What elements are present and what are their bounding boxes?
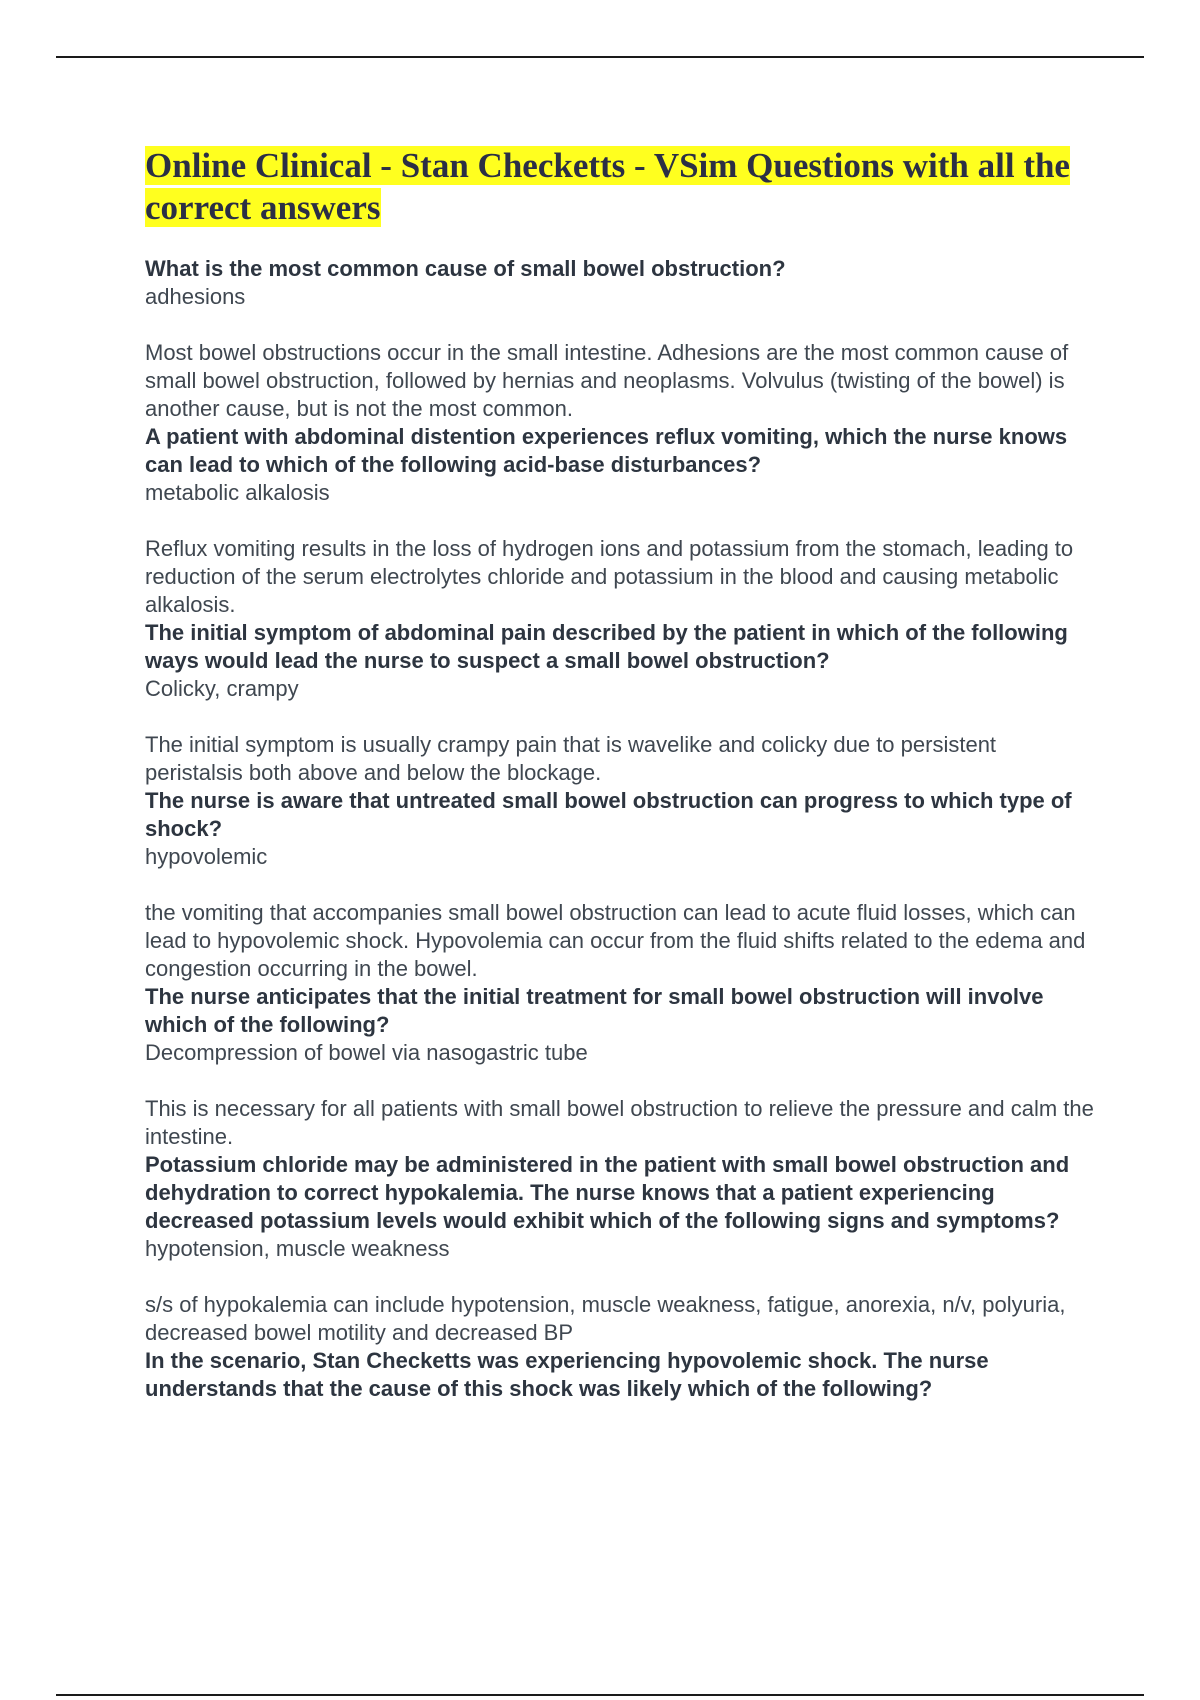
top-rule bbox=[56, 56, 1144, 58]
rationale-6: s/s of hypokalemia can include hypotension, muscle weakness, fatigue, anorexia, n/v, polyuria, decreased bowel motility and decreased BP bbox=[145, 1292, 1066, 1345]
title-highlight: Online Clinical - Stan Checketts - VSim Questions with all the correct answers bbox=[145, 146, 1070, 227]
rationale-5: This is necessary for all patients with small bowel obstruction to relieve the pressure and calm the intestine. bbox=[145, 1096, 1094, 1149]
qa-item-7 bbox=[145, 1347, 1095, 1403]
answer-3: Colicky, crampy bbox=[145, 676, 299, 701]
qa-item-6 bbox=[145, 1151, 1095, 1347]
rationale-1: Most bowel obstructions occur in the small intestine. Adhesions are the most common cause of small bowel obstruction, followed by hernias and neoplasms. Volvulus (twisting of the bowel) is another cause, but is not the most common. bbox=[145, 340, 1069, 421]
rationale-2: Reflux vomiting results in the loss of hydrogen ions and potassium from the stomach, leading to reduction of the serum electrolytes chloride and potassium in the blood and causing metabolic alkalosis. bbox=[145, 536, 1074, 617]
rationale-4: the vomiting that accompanies small bowel obstruction can lead to acute fluid losses, which can lead to hypovolemic shock. Hypovolemia can occur from the fluid shifts related to the edema and congestion occurring in the bowel. bbox=[145, 900, 1086, 981]
qa-item-4 bbox=[145, 787, 1095, 983]
answer-2: metabolic alkalosis bbox=[145, 480, 330, 505]
question-5: The nurse anticipates that the initial treatment for small bowel obstruction will involve which of the following? bbox=[145, 984, 1044, 1037]
qa-item-1 bbox=[145, 255, 1095, 423]
document-body bbox=[145, 145, 1095, 1403]
question-6: Potassium chloride may be administered in the patient with small bowel obstruction and dehydration to correct hypokalemia. The nurse knows that a patient experiencing decreased potassium levels would exhibit which of the following signs and symptoms? bbox=[145, 1152, 1070, 1233]
question-2: A patient with abdominal distention experiences reflux vomiting, which the nurse knows can lead to which of the following acid-base disturbances? bbox=[145, 424, 1068, 477]
rationale-3: The initial symptom is usually crampy pain that is wavelike and colicky due to persistent peristalsis both above and below the blockage. bbox=[145, 732, 997, 785]
bottom-rule bbox=[56, 1694, 1144, 1696]
question-1: What is the most common cause of small bowel obstruction? bbox=[145, 256, 786, 281]
question-3: The initial symptom of abdominal pain described by the patient in which of the following ways would lead the nurse to suspect a small bowel obstruction? bbox=[145, 620, 1068, 673]
answer-6: hypotension, muscle weakness bbox=[145, 1236, 450, 1261]
answer-5: Decompression of bowel via nasogastric tube bbox=[145, 1040, 588, 1065]
question-7: In the scenario, Stan Checketts was experiencing hypovolemic shock. The nurse understands that the cause of this shock was likely which of the following? bbox=[145, 1348, 989, 1401]
document-title bbox=[145, 145, 1095, 229]
qa-item-3 bbox=[145, 619, 1095, 787]
qa-item-2 bbox=[145, 423, 1095, 619]
answer-4: hypovolemic bbox=[145, 844, 268, 869]
answer-1: adhesions bbox=[145, 284, 246, 309]
question-4: The nurse is aware that untreated small bowel obstruction can progress to which type of shock? bbox=[145, 788, 1072, 841]
qa-item-5 bbox=[145, 983, 1095, 1151]
